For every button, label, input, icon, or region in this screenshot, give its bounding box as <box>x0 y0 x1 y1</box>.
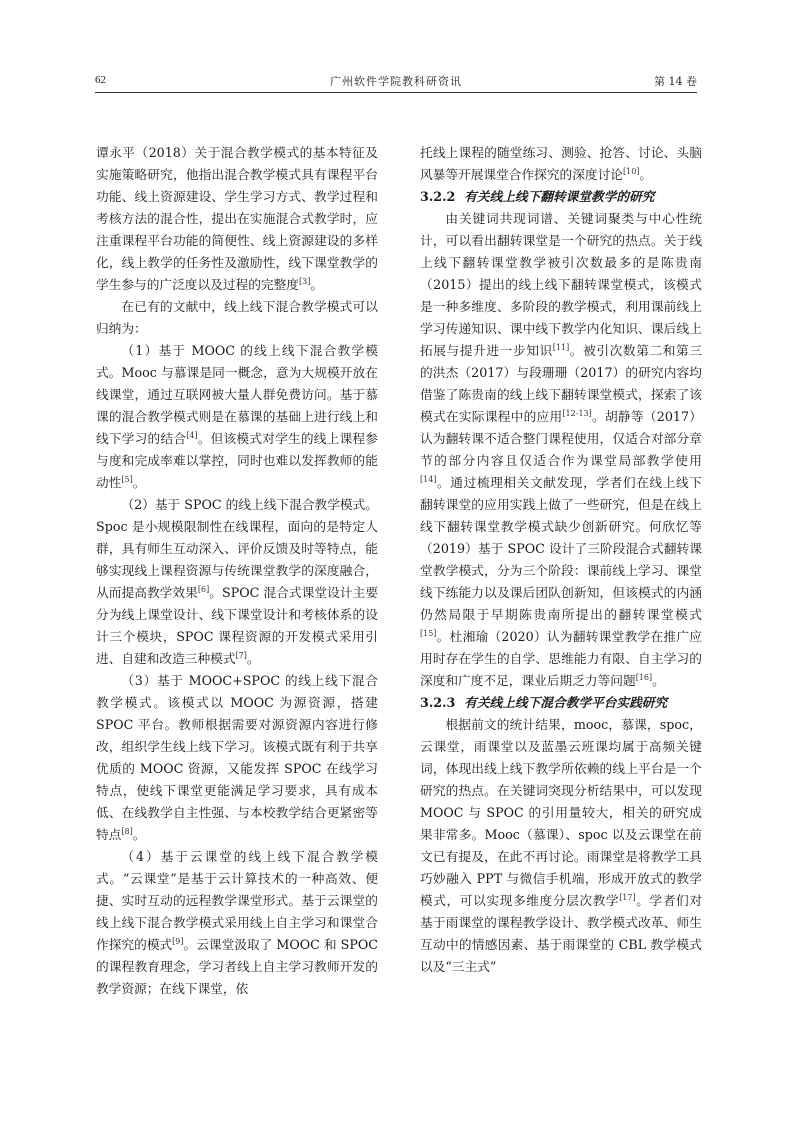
citation: [11] <box>552 342 570 352</box>
header-rule <box>95 92 697 93</box>
citation: [4] <box>186 430 198 440</box>
section-heading <box>420 186 702 208</box>
citation: [15] <box>420 628 437 638</box>
section-number: 3.2.3 <box>420 695 456 710</box>
section-title: 有关线上线下翻转课堂教学的研究 <box>464 189 655 204</box>
citation: [14] <box>420 474 437 484</box>
citation: [8] <box>121 826 133 836</box>
paragraph: （3）基于 MOOC+SPOC 的线上线下混合教学模式。该模式以 MOOC 为源资源，搭建 SPOC 平台。教师根据需要对源资源内容进行修改，组织学生线上线下学习。该模式既有利于共享优质的 MOOC 资源，又能发挥 SPOC 在线学习特点，使线下课堂更能满足学习要求，具有成本低、在线教学自主性强、与本校教学结合更紧密等特点[8]。 <box>96 673 378 842</box>
journal-title: 广州软件学院教科研资讯 <box>330 75 462 88</box>
volume-label: 第 14 卷 <box>654 75 697 88</box>
citation: [6] <box>197 584 210 594</box>
page-number: 62 <box>95 74 106 86</box>
paragraph: （2）基于 SPOC 的线上线下混合教学模式。Spoc 是小规模限制性在线课程，面向的是特定人群，具有师生互动深入、评价反馈及时等特点，能够实现线上课程资源与传统课堂教学的深度融合，从而提高教学效果[6]。SPOC 混合式课堂设计主要分为线上课堂设计、线下课堂设计和考核体系的设计三个模块，SPOC 课程资源的开发模式采用引进、自建和改造三种模式[7]。 <box>96 497 379 666</box>
paragraph: （1）基于 MOOC 的线上线下混合教学模式。Mooc 与慕课是同一概念，意为大规模开放在线课堂，通过互联网被大量人群免费访问。基于慕课的混合教学模式则是在慕课的基础上进行线上和线下学习的结合[4]。但该模式对学生的线上课程参与度和完成率难以掌控，同时也难以发挥教师的能动性[5]。 <box>96 343 378 490</box>
citation: [10] <box>623 166 640 176</box>
citation: [12-13] <box>562 408 592 418</box>
section-heading <box>420 692 702 714</box>
left-column <box>96 142 378 1000</box>
section-title: 有关线上线下混合教学平台实践研究 <box>464 695 668 710</box>
running-header <box>95 72 697 92</box>
citation: [3] <box>299 276 311 286</box>
section-number: 3.2.2 <box>420 189 456 204</box>
paragraph: 在已有的文献中，线上线下混合教学模式可以归纳为： <box>96 299 378 336</box>
paragraph: （4）基于云课堂的线上线下混合教学模式。“云课堂”是基于云计算技术的一种高效、便捷、实时互动的远程教学课堂形式。基于云课堂的线上线下混合教学模式采用线上自主学习和课堂合作探究的模式[9]。云课堂汲取了 MOOC 和 SPOC 的课程教育理念，学习者线上自主学习教师开发的教学资源；在线下课堂，依 <box>96 849 378 996</box>
paragraph: 由关键词共现词谱、关键词聚类与中心性统计，可以看出翻转课堂是一个研究的热点。关于线上线下翻转课堂教学被引次数最多的是陈贵南（2015）提出的线上线下翻转课堂模式，该模式是一种多维度、多阶段的教学模式，利用课前线上学习传递知识、课中线下教学内化知识、课后线上拓展与提升进一步知识[11]。被引次数第二和第三的洪杰（2017）与段珊珊（2017）的研究内容均借鉴了陈贵南的线上线下翻转课堂模式，探索了该模式在实际课程中的应用[12-13]。胡静等（2017）认为翻转课不适合整门课程使用，仅适合对部分章节的部分内容且仅适合作为课堂局部教学使用[14]。通过梳理相关文献发现，学者们在线上线下翻转课堂的应用实践上做了一些研究，但是在线上线下翻转课堂教学模式缺少创新研究。何欣忆等（2019）基于 SPOC 设计了三阶段混合式翻转课堂教学模式，分为三个阶段：课前线上学习、课堂线下练能力以及课后团队创新知，但该模式的内涵仍然局限于早期陈贵南所提出的翻转课堂模式[15]。杜湘瑜（2020）认为翻转课堂教学在推广应用时存在学生的自学、思维能力有限、自主学习的深度和广度不足，课业后期乏力等问题[16]。 <box>420 211 703 688</box>
citation: [17] <box>619 892 636 902</box>
citation: [16] <box>635 672 653 682</box>
paragraph: 托线上课程的随堂练习、测验、抢答、讨论、头脑风暴等开展课堂合作探究的深度讨论[10]。 <box>420 145 702 182</box>
paragraph: 谭永平（2018）关于混合教学模式的基本特征及实施策略研究，他指出混合教学模式具有课程平台功能、线上资源建设、学生学习方式、教学过程和考核方法的混合性，提出在实施混合式教学时，应注重课程平台功能的简便性、线上资源建设的多样化，线上教学的任务性及激励性，线下课堂教学的学生参与的广泛度以及过程的完整度[3]。 <box>96 145 378 292</box>
right-column <box>420 142 702 978</box>
citation: [5] <box>121 474 133 484</box>
citation: [9] <box>172 936 184 946</box>
citation: [7] <box>235 650 247 660</box>
paragraph: 根据前文的统计结果，mooc，慕课，spoc，云课堂，雨课堂以及蓝墨云班课均属于高频关键词，体现出线上线下教学所依赖的线上平台是一个研究的热点。在关键词突现分析结果中，可以发现 MOOC 与 SPOC 的引用量较大，相关的研究成果非常多。Mooc（慕课）、spoc 以及云课堂在前文已有提及，在此不再讨论。雨课堂是将教学工具巧妙融入 PPT 与微信手机端，形成开放式的教学模式，可以实现多维度分层次教学[17]。学者们对基于雨课堂的课程教学设计、教学模式改革、师生互动中的情感因素、基于雨课堂的 CBL 教学模式以及“三主式” <box>420 717 703 974</box>
